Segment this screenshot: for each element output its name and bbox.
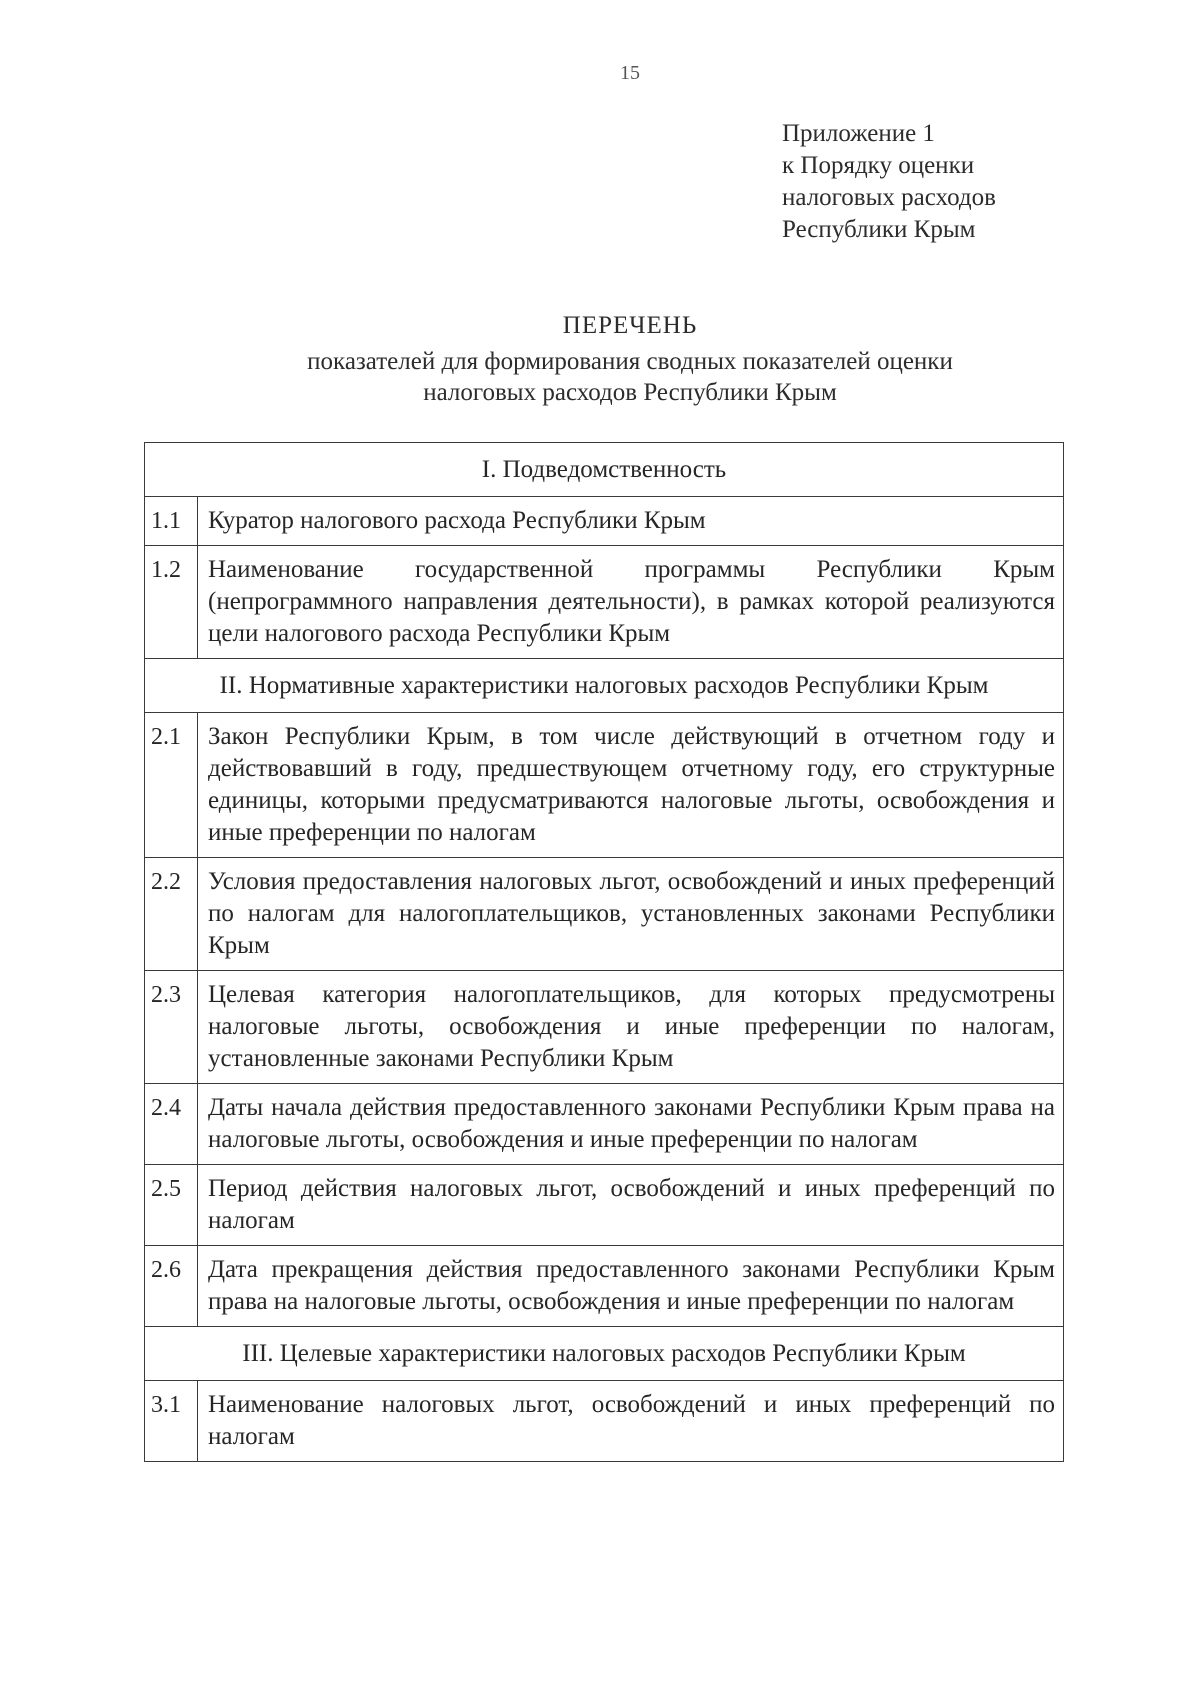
- document-subtitle: [0, 346, 1200, 408]
- row-text: Наименование государственной программы Республики Крым (непрограммного направления деятельности), в рамках которой реализуются цели налогового расхода Республики Крым: [198, 546, 1064, 659]
- row-number: 2.5: [145, 1165, 198, 1246]
- section-heading: III. Целевые характеристики налоговых расходов Республики Крым: [145, 1327, 1064, 1381]
- page-number: 15: [620, 62, 640, 84]
- row-text: Целевая категория налогоплательщиков, для которых предусмотрены налоговые льготы, освобождения и иные преференции по налогам, установленные законами Республики Крым: [198, 971, 1064, 1084]
- section-row: [145, 443, 1064, 497]
- appendix-line: Республики Крым: [782, 216, 976, 243]
- row-number: 2.2: [145, 858, 198, 971]
- section-row: [145, 1327, 1064, 1381]
- table-row: [145, 971, 1064, 1084]
- row-text: Условия предоставления налоговых льгот, освобождений и иных преференций по налогам для налогоплательщиков, установленных законами Республики Крым: [198, 858, 1064, 971]
- row-number: 2.6: [145, 1246, 198, 1327]
- row-number: 2.1: [145, 713, 198, 858]
- table-row: [145, 858, 1064, 971]
- appendix-line: к Порядку оценки: [782, 152, 975, 179]
- table-row: [145, 1246, 1064, 1327]
- table-row: [145, 546, 1064, 659]
- row-text: Даты начала действия предоставленного законами Республики Крым права на налоговые льготы, освобождения и иные преференции по налогам: [198, 1084, 1064, 1165]
- row-text: Закон Республики Крым, в том числе действующий в отчетном году и действовавший в году, предшествующем отчетному году, его структурные единицы, которыми предусматриваются налоговые льготы, освобождения и иные преференции по налогам: [198, 713, 1064, 858]
- subtitle-line: налоговых расходов Республики Крым: [423, 379, 837, 406]
- table-row: [145, 1165, 1064, 1246]
- table-row: [145, 1381, 1064, 1462]
- row-text: Куратор налогового расхода Республики Крым: [198, 497, 1064, 546]
- row-number: 1.1: [145, 497, 198, 546]
- subtitle-line: показателей для формирования сводных показателей оценки: [307, 348, 953, 375]
- table-row: [145, 713, 1064, 858]
- section-heading: I. Подведомственность: [145, 443, 1064, 497]
- table-row: [145, 497, 1064, 546]
- row-text: Дата прекращения действия предоставленного законами Республики Крым права на налоговые льготы, освобождения и иные преференции по налогам: [198, 1246, 1064, 1327]
- appendix-line: налоговых расходов: [782, 184, 996, 211]
- row-number: 2.4: [145, 1084, 198, 1165]
- document-title: ПЕРЕЧЕНЬ: [562, 312, 698, 339]
- appendix-line: Приложение 1: [782, 120, 935, 147]
- row-number: 3.1: [145, 1381, 198, 1462]
- row-number: 1.2: [145, 546, 198, 659]
- table-row: [145, 1084, 1064, 1165]
- section-row: [145, 659, 1064, 713]
- appendix-note: [782, 118, 996, 246]
- row-number: 2.3: [145, 971, 198, 1084]
- indicators-table: [144, 442, 1064, 1462]
- row-text: Период действия налоговых льгот, освобождений и иных преференций по налогам: [198, 1165, 1064, 1246]
- row-text: Наименование налоговых льгот, освобождений и иных преференций по налогам: [198, 1381, 1064, 1462]
- section-heading: II. Нормативные характеристики налоговых расходов Республики Крым: [145, 659, 1064, 713]
